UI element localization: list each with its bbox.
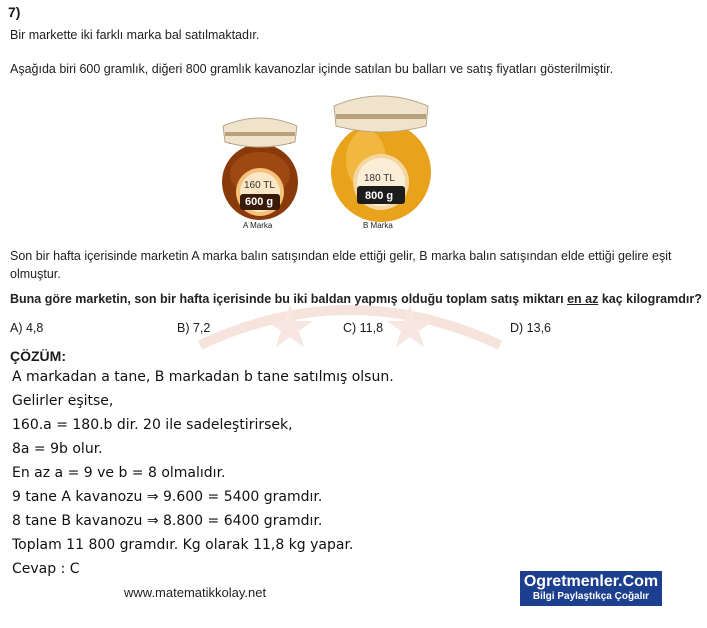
option-d[interactable]: D) 13,6	[510, 321, 551, 335]
solution-line: 8 tane B kavanozu ⇒ 8.800 = 6400 gramdır.	[12, 513, 323, 529]
solution-line: En az a = 9 ve b = 8 olmalıdır.	[12, 465, 226, 481]
solution-line: Cevap : C	[12, 561, 80, 577]
condition-line-2: olmuştur.	[10, 267, 61, 281]
solution-heading: ÇÖZÜM:	[10, 348, 66, 364]
solution-line: Toplam 11 800 gramdır. Kg olarak 11,8 kg yapar.	[12, 537, 354, 553]
jar-a-caption: A Marka	[243, 221, 273, 230]
condition-line-1: Son bir hafta içerisinde marketin A marka balın satışından elde ettiği gelir, B marka balın satışından elde ettiği gelire eşit	[10, 249, 672, 263]
option-a[interactable]: A) 4,8	[10, 321, 44, 335]
logo-title: Ogretmenler.Com	[523, 573, 659, 590]
option-c[interactable]: C) 11,8	[343, 321, 384, 335]
solution-line: Gelirler eşitse,	[12, 393, 114, 409]
jar-a-price: 160 TL	[244, 180, 275, 191]
question-ask	[10, 292, 702, 306]
solution-line: 160.a = 180.b dir. 20 ile sadeleştirirsek,	[12, 417, 293, 433]
ask-post: kaç kilogramdır?	[598, 292, 702, 306]
solution-line: 8a = 9b olur.	[12, 441, 103, 457]
question-description: Aşağıda biri 600 gramlık, diğeri 800 gramlık kavanozlar içinde satılan bu balları ve satış fiyatları gösterilmiştir.	[10, 62, 614, 76]
option-b[interactable]: B) 7,2	[177, 321, 211, 335]
jar-a-weight: 600 g	[245, 196, 274, 208]
honey-jar-b-image	[326, 90, 436, 225]
site-logo[interactable]	[520, 571, 662, 606]
solution-line: 9 tane A kavanozu ⇒ 9.600 = 5400 gramdır.	[12, 489, 323, 505]
website-link[interactable]: www.matematikkolay.net	[124, 585, 267, 600]
jar-b-weight: 800 g	[365, 190, 394, 202]
jar-b-caption: B Marka	[363, 221, 393, 230]
ask-pre: Buna göre marketin, son bir hafta içerisinde bu iki baldan yapmış olduğu toplam satış miktarı	[10, 292, 568, 306]
logo-subtitle: Bilgi Paylaştıkça Çoğalır	[532, 591, 650, 602]
question-intro: Bir markette iki farklı marka bal satılmaktadır.	[10, 28, 260, 42]
solution-line: A markadan a tane, B markadan b tane satılmış olsun.	[12, 369, 394, 385]
ask-underlined: en az	[567, 292, 599, 306]
question-number: 7)	[8, 4, 21, 20]
jar-b-price: 180 TL	[364, 173, 395, 184]
